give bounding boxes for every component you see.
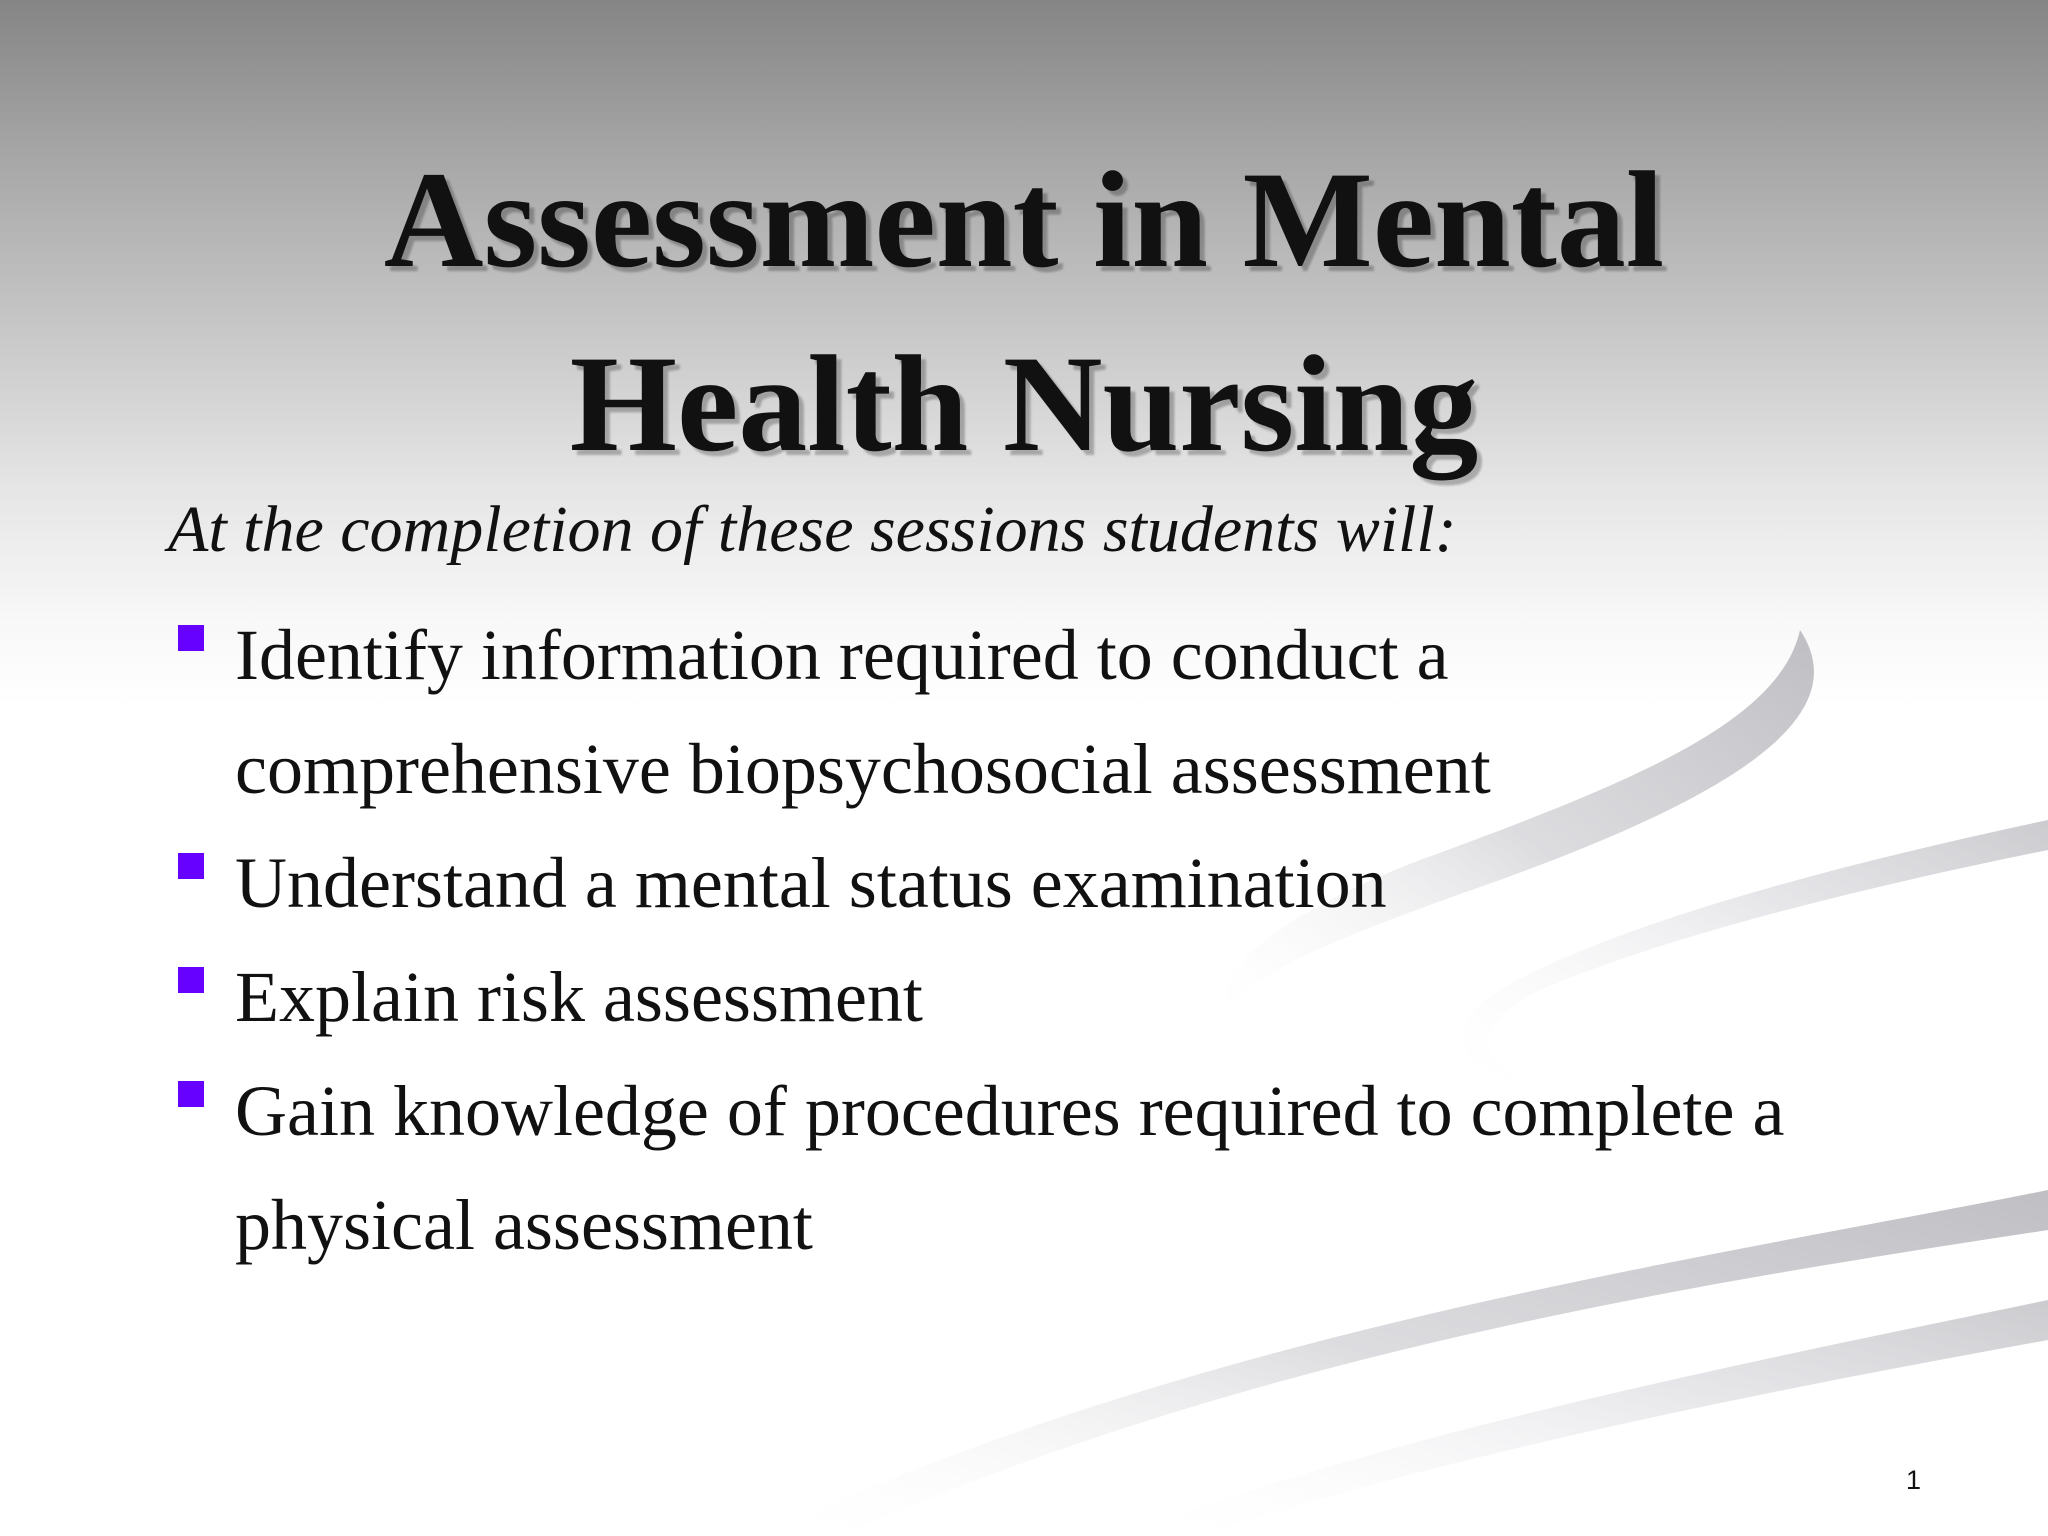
slide-title-line-2: Health Nursing <box>569 327 1479 480</box>
square-bullet-icon <box>178 853 204 879</box>
slide-title <box>0 128 2048 496</box>
list-item <box>175 1054 1895 1282</box>
list-item <box>175 826 1895 940</box>
objective-text: Understand a mental status examination <box>235 843 1387 923</box>
square-bullet-icon <box>178 967 204 993</box>
objective-text: Explain risk assessment <box>235 957 923 1037</box>
objectives-list <box>175 598 1895 1282</box>
slide-title-line-1: Assessment in Mental <box>383 143 1665 296</box>
square-bullet-icon <box>178 1081 204 1107</box>
list-item <box>175 598 1895 826</box>
page-number: 1 <box>1906 1465 1922 1495</box>
objective-text: Identify information required to conduct a comprehensive biopsychosocial assessment <box>235 615 1491 809</box>
objective-text: Gain knowledge of procedures required to complete a physical assessment <box>235 1071 1785 1265</box>
list-item <box>175 940 1895 1054</box>
swoosh-bottom <box>1120 1300 2048 1536</box>
intro-text: At the completion of these sessions students will: <box>168 493 1457 566</box>
square-bullet-icon <box>178 625 204 651</box>
